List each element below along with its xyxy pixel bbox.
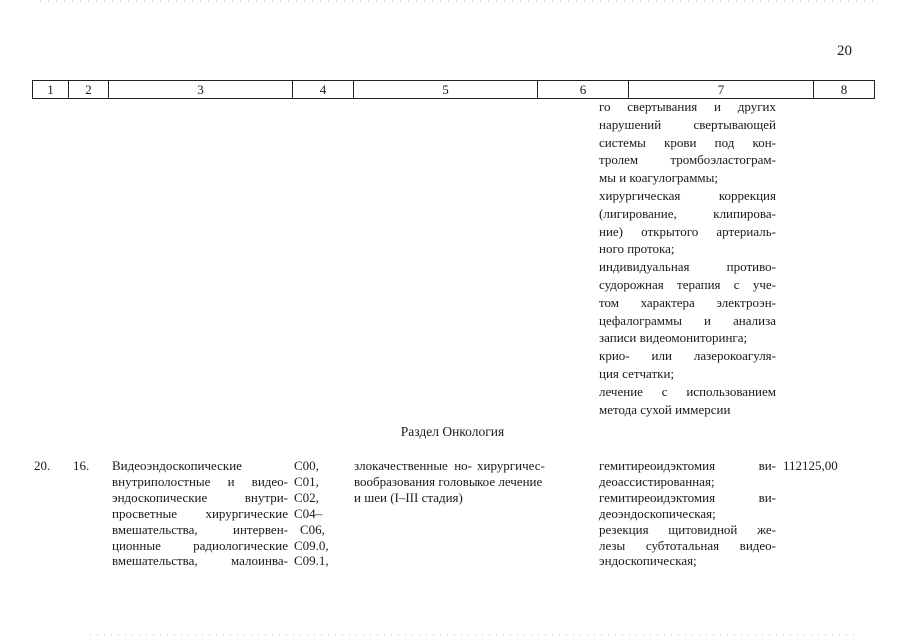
scan-artifact-top [0,0,905,2]
text-line: вообразования головы [354,473,478,489]
icd-code: C06, [300,521,325,537]
text-line: резекция щитовидной же- [599,521,776,537]
text-line: лезы субтотальная видео- [599,537,776,553]
header-col-1: 1 [33,81,69,98]
header-col-3: 3 [109,81,293,98]
text-line: гемитиреоидэктомия ви- [599,458,776,473]
text-line: тролем тромбоэластограм- [599,152,776,168]
text-line: ция сетчатки; [599,365,675,381]
cost-value: 112125,00 [783,458,838,473]
text-line: лечение с использованием [599,383,776,399]
text-line: мы и коагулограммы; [599,170,718,186]
text-line: и шеи (I–III стадия) [354,489,463,505]
text-line: (лигирование, клипирова- [599,205,776,221]
text-line: метода сухой иммерсии [599,401,731,417]
text-line: хирургичес- [477,458,545,473]
group-number: 16. [73,458,90,473]
header-col-5: 5 [354,81,538,98]
text-line: просветные хирургические [112,505,288,521]
header-col-6: 6 [538,81,629,98]
text-line: злокачественные но- [354,458,472,473]
header-col-7: 7 [629,81,814,98]
text-line: Видеоэндоскопические [112,458,242,473]
text-line: нарушений свертывающей [599,116,776,132]
header-col-8: 8 [840,82,848,97]
text-line: эндоскопические внутри- [112,489,288,505]
icd-code: C04– [294,505,323,521]
icd-code: C09.0, [294,537,329,553]
text-line: кое лечение [477,473,543,489]
text-line: том характера электроэн- [599,294,776,310]
icd-code: C09.1, [294,553,329,569]
text-line: вмешательства, малоинва- [112,553,288,569]
text-line: ционные радиологические [112,537,288,553]
text-line: крио- или лазерокоагуля- [599,348,776,364]
section-title: Раздел Онкология [400,424,505,439]
text-line: ного протока; [599,241,675,257]
treatment-methods-cell [599,458,776,569]
treatment-methods-continuation [599,98,776,418]
text-line: записи видеомониторинга; [599,330,748,346]
scan-artifact-bottom [0,634,905,636]
header-col-2: 2 [69,81,109,98]
text-line: эндоскопическая; [599,553,697,569]
text-line: ние) открытого артериаль- [599,223,776,239]
text-line: системы крови под кон- [599,134,776,150]
text-line: цефалограммы и анализа [599,312,776,328]
text-line: деоассистированная; [599,473,715,489]
diagnosis-cell [354,458,478,506]
icd-code: C00, [294,458,319,473]
icd-code: C01, [294,473,319,489]
header-col-4: 4 [293,81,354,98]
text-line: хирургическая коррекция [599,187,776,203]
text-line: судорожная терапия с уче- [599,276,776,292]
text-line: вмешательства, интервен- [112,521,288,537]
text-line: гемитиреоидэктомия ви- [599,489,776,505]
table-header-row [32,80,875,99]
page-number: 20 [837,43,852,59]
text-line: индивидуальная противо- [599,259,776,275]
text-line: деоэндоскопическая; [599,505,716,521]
text-line: го свертывания и других [599,99,776,114]
text-line: внутриполостные и видео- [112,473,288,489]
care-type-cell [112,458,288,569]
icd-code: C02, [294,489,319,505]
row-number: 20. [34,458,51,473]
icd-codes-cell [294,458,329,569]
treatment-model-cell [477,458,545,490]
